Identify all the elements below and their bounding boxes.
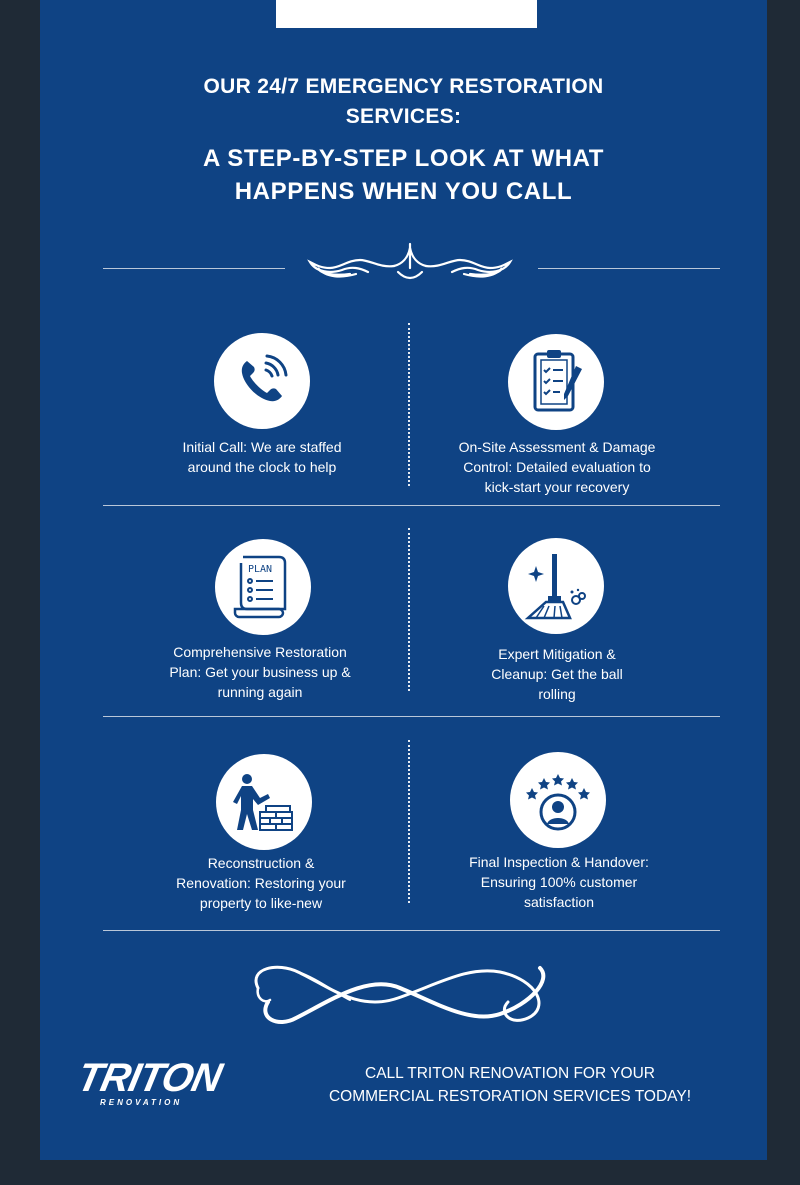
- plan-scroll-icon: [215, 539, 311, 635]
- svg-text:PLAN: PLAN: [248, 564, 273, 575]
- step-label-initial-call: Initial Call: We are staffed around the clock to help: [182, 439, 342, 475]
- step-label-final-inspection: Final Inspection & Handover: Ensuring 100% customer satisfaction: [469, 854, 649, 910]
- column-divider-row2: [408, 528, 410, 691]
- step-label-restoration-plan: Comprehensive Restoration Plan: Get your business up & running again: [169, 644, 351, 700]
- row-divider-2: [103, 716, 720, 717]
- top-white-tab: [276, 0, 537, 28]
- step-label-mitigation: Expert Mitigation & Cleanup: Get the ball rolling: [491, 646, 623, 702]
- clipboard-checklist-icon: [508, 334, 604, 430]
- row-divider-3: [103, 930, 720, 931]
- call-to-action: CALL TRITON RENOVATION FOR YOUR COMMERCIAL RESTORATION SERVICES TODAY!: [328, 1065, 692, 1105]
- builder-bricks-icon: [216, 754, 312, 850]
- triton-logo: TRITON RENOVATION: [73, 1056, 225, 1107]
- subtitle: A STEP-BY-STEP LOOK AT WHAT HAPPENS WHEN YOU CALL: [202, 145, 605, 205]
- ornament-line-left: [103, 268, 285, 269]
- row-divider-1: [103, 505, 720, 506]
- step-label-onsite-assessment: On-Site Assessment & Damage Control: Detailed evaluation to kick-start your recovery: [458, 439, 656, 495]
- ornament-line-right: [538, 268, 720, 269]
- step-label-reconstruction: Reconstruction & Renovation: Restoring your property to like-new: [176, 855, 346, 911]
- five-star-customer-icon: [510, 752, 606, 848]
- main-title: OUR 24/7 EMERGENCY RESTORATION SERVICES:: [203, 75, 604, 128]
- infinity-flourish-icon: [238, 958, 562, 1028]
- column-divider-row3: [408, 740, 410, 903]
- column-divider-row1: [408, 323, 410, 486]
- broom-icon: [508, 538, 604, 634]
- flourish-ornament-icon: [290, 238, 530, 288]
- phone-icon: [214, 333, 310, 429]
